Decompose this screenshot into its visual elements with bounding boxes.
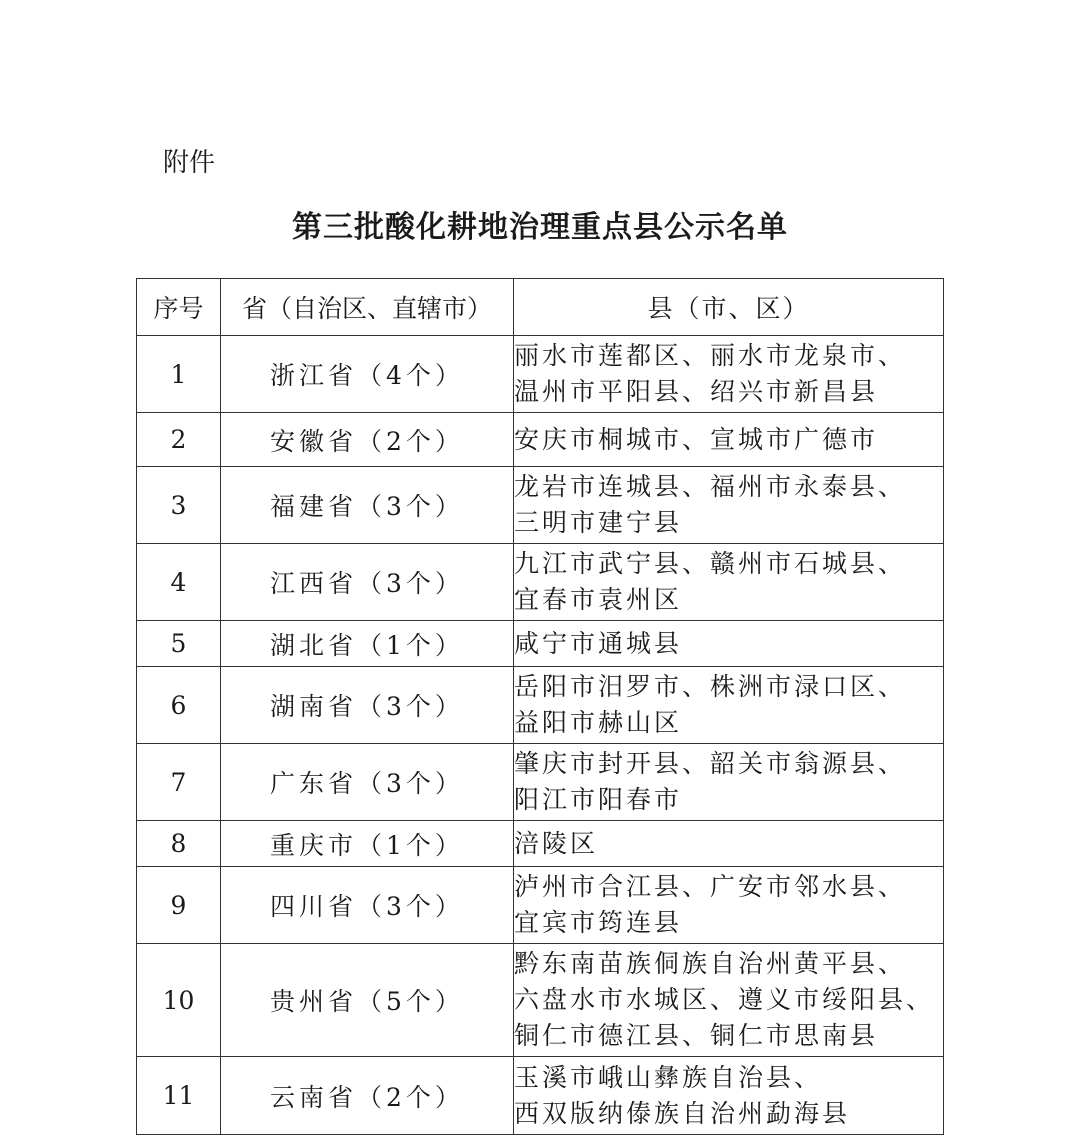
table-header-row	[137, 279, 944, 336]
row-counties	[514, 621, 944, 667]
header-index: 序号	[137, 279, 221, 336]
table-row	[137, 336, 944, 413]
county-line: 龙岩市连城县、福州市永泰县、	[514, 472, 907, 501]
row-counties	[514, 821, 944, 867]
row-index: 11	[137, 1057, 221, 1135]
row-index: 9	[137, 867, 221, 944]
row-index: 1	[137, 336, 221, 413]
county-list-table	[136, 278, 944, 1135]
row-counties	[514, 667, 944, 744]
row-province: 湖南省（3个）	[221, 667, 514, 744]
row-province: 安徽省（2个）	[221, 413, 514, 467]
county-line: 西双版纳傣族自治州勐海县	[514, 1098, 851, 1128]
table-row	[137, 744, 944, 821]
table-row	[137, 621, 944, 667]
county-line: 丽水市莲都区、丽水市龙泉市、	[514, 341, 907, 370]
row-province: 贵州省（5个）	[221, 944, 514, 1057]
row-index: 3	[137, 467, 221, 544]
row-counties	[514, 413, 944, 467]
row-index: 4	[137, 544, 221, 621]
row-index: 6	[137, 667, 221, 744]
row-province: 重庆市（1个）	[221, 821, 514, 867]
document-title: 第三批酸化耕地治理重点县公示名单	[292, 210, 788, 245]
table-row	[137, 544, 944, 621]
row-counties	[514, 544, 944, 621]
table-row	[137, 413, 944, 467]
attachment-label: 附件	[163, 148, 216, 178]
county-line: 肇庆市封开县、韶关市翁源县、	[514, 749, 907, 778]
header-province: 省（自治区、直辖市）	[221, 279, 514, 336]
county-line: 铜仁市德江县、铜仁市思南县	[514, 1021, 879, 1050]
row-counties	[514, 1057, 944, 1135]
table-row	[137, 1057, 944, 1135]
table-row	[137, 867, 944, 944]
row-province: 江西省（3个）	[221, 544, 514, 621]
county-line: 泸州市合江县、广安市邻水县、	[514, 872, 907, 901]
row-province: 浙江省（4个）	[221, 336, 514, 413]
table-row	[137, 667, 944, 744]
county-line: 宜宾市筠连县	[514, 908, 683, 937]
row-province: 广东省（3个）	[221, 744, 514, 821]
county-line: 玉溪市峨山彝族自治县、	[514, 1062, 823, 1092]
row-index: 8	[137, 821, 221, 867]
row-province: 四川省（3个）	[221, 867, 514, 944]
row-counties	[514, 336, 944, 413]
county-line: 宜春市袁州区	[514, 585, 683, 614]
county-line: 六盘水市水城区、遵义市绥阳县、	[514, 985, 935, 1014]
row-index: 5	[137, 621, 221, 667]
county-line: 岳阳市汨罗市、株洲市渌口区、	[514, 672, 907, 701]
row-counties	[514, 467, 944, 544]
county-line: 安庆市桐城市、宣城市广德市	[514, 424, 879, 454]
row-province: 湖北省（1个）	[221, 621, 514, 667]
table-row	[137, 467, 944, 544]
row-index: 10	[137, 944, 221, 1057]
row-province: 云南省（2个）	[221, 1057, 514, 1135]
row-index: 7	[137, 744, 221, 821]
county-line: 黔东南苗族侗族自治州黄平县、	[514, 949, 907, 978]
county-line: 涪陵区	[514, 828, 599, 858]
row-counties	[514, 744, 944, 821]
table-row	[137, 821, 944, 867]
county-line: 益阳市赫山区	[514, 708, 683, 737]
row-index: 2	[137, 413, 221, 467]
county-line: 咸宁市通城县	[514, 628, 683, 658]
county-line: 阳江市阳春市	[514, 785, 683, 814]
table-row	[137, 944, 944, 1057]
row-province: 福建省（3个）	[221, 467, 514, 544]
header-county: 县（市、区）	[514, 279, 944, 336]
county-line: 三明市建宁县	[514, 508, 683, 537]
county-line: 九江市武宁县、赣州市石城县、	[514, 549, 907, 578]
row-counties	[514, 944, 944, 1057]
county-line: 温州市平阳县、绍兴市新昌县	[514, 377, 879, 406]
row-counties	[514, 867, 944, 944]
